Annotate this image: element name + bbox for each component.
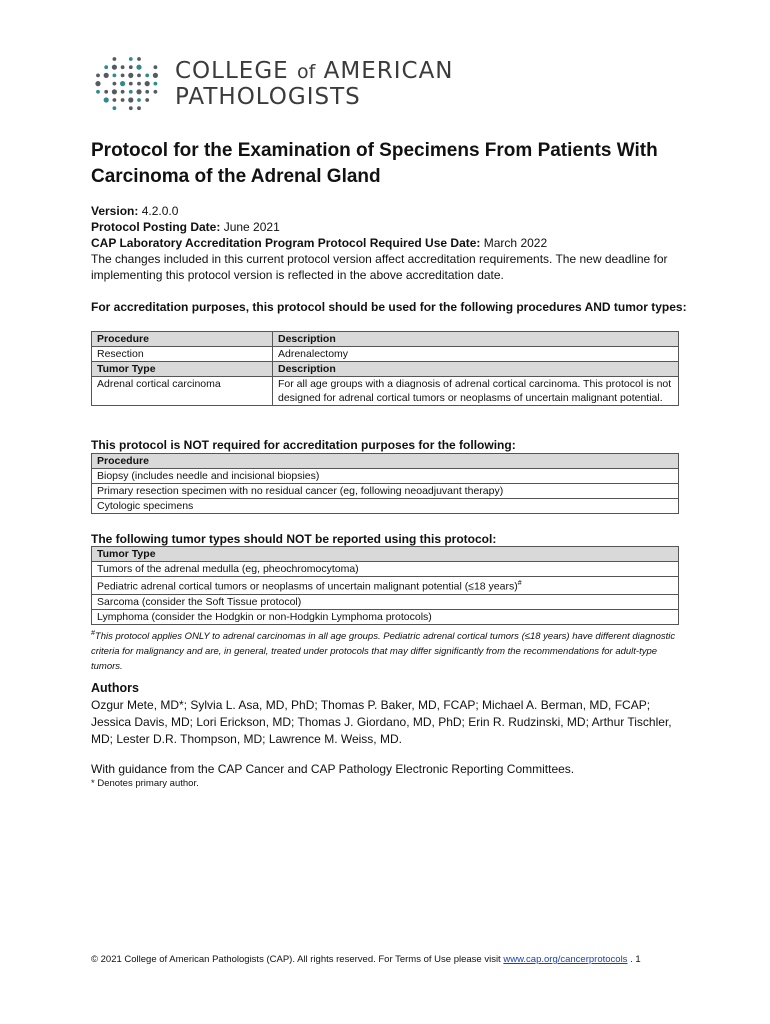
table-cell: Lymphoma (consider the Hodgkin or non-Hodgkin Lymphoma protocols) (92, 609, 679, 624)
logo-dot (113, 106, 117, 110)
logo-dot (137, 74, 141, 78)
procedure-header: Procedure (92, 332, 273, 347)
logo-pathologists: PATHOLOGISTS (175, 83, 361, 110)
logo-dot (145, 98, 149, 102)
not-reported-header: Tumor Type (92, 547, 679, 562)
logo-dot (96, 90, 100, 94)
logo-dot (112, 65, 117, 70)
logo-dot (145, 90, 149, 94)
tumor-description-cell: For all age groups with a diagnosis of adrenal cortical carcinoma. This protocol is not designed for adrenal cortical tumors or neoplasms of uncertain malignant potential. (273, 377, 679, 406)
logo-dot (113, 74, 117, 78)
footnote-marker: # (517, 580, 522, 587)
procedure-description-cell: Adrenalectomy (273, 347, 679, 362)
logo-dot (128, 73, 133, 78)
table-row (92, 594, 679, 609)
copyright-text: © 2021 College of American Pathologists (CAP). All rights reserved. For Terms of Use please visit (91, 954, 501, 965)
cancer-protocols-link[interactable]: www.cap.org/cancerprotocols (503, 954, 628, 965)
version-value: 4.2.0.0 (141, 204, 179, 218)
not-reported-table (91, 546, 679, 625)
logo-dot (154, 82, 158, 86)
logo-dot (96, 74, 100, 78)
guidance-note: With guidance from the CAP Cancer and CAP Pathology Electronic Reporting Committees. (91, 762, 575, 776)
cap-logo (93, 54, 454, 114)
logo-dot (95, 81, 100, 86)
required-date-label: CAP Laboratory Accreditation Program Protocol Required Use Date: (91, 236, 481, 250)
logo-dot (129, 106, 133, 110)
tumor-type-header: Tumor Type (92, 362, 273, 377)
pediatric-row-text: Pediatric adrenal cortical tumors or neoplasms of uncertain malignant potential (≤18 years) (97, 580, 518, 593)
procedure-cell: Resection (92, 347, 273, 362)
footnote (91, 626, 691, 674)
table-row (92, 499, 679, 514)
table-row (92, 362, 679, 377)
tumor-description-header: Description (273, 362, 679, 377)
changes-note: The changes included in this current protocol version affect accreditation requirements. The new deadline for implementing this protocol version is reflected in the above accreditation date. (91, 252, 668, 282)
table-cell: Primary resection specimen with no residual cancer (eg, following neoadjuvant therapy) (92, 484, 679, 499)
logo-dot (113, 98, 117, 102)
table-row (92, 347, 679, 362)
logo-dot (129, 65, 133, 69)
logo-wordmark (175, 59, 454, 110)
logo-dot (129, 82, 133, 86)
authors-heading: Authors (91, 681, 139, 695)
logo-dot (154, 65, 158, 69)
table-cell: Sarcoma (consider the Soft Tissue protocol) (92, 594, 679, 609)
logo-dot (121, 65, 125, 69)
accreditation-table (91, 331, 679, 406)
logo-of: of (297, 60, 316, 83)
table-row (92, 562, 679, 577)
logo-dot (121, 90, 125, 94)
logo-dot (145, 81, 150, 86)
not-required-heading: This protocol is NOT required for accreditation purposes for the following: (91, 438, 516, 452)
required-date-value: March 2022 (483, 236, 548, 250)
footnote-text: This protocol applies ONLY to adrenal carcinomas in all age groups. Pediatric adrenal cortical tumors (≤18 years) have different diagnostic criteria for malignancy and are, in general, treated under protocols that may differ significantly from the recommendations for adult-type tumors. (91, 631, 676, 673)
posting-date-value: June 2021 (223, 220, 280, 234)
version-label: Version: (91, 204, 139, 218)
logo-dot (121, 74, 125, 78)
primary-author-note: * Denotes primary author. (91, 778, 199, 789)
posting-date-label: Protocol Posting Date: (91, 220, 221, 234)
table-row (92, 547, 679, 562)
logo-dot (129, 57, 133, 61)
logo-dot (121, 98, 125, 102)
logo-dot (120, 81, 125, 86)
table-cell: Biopsy (includes needle and incisional biopsies) (92, 469, 679, 484)
not-required-header: Procedure (92, 454, 679, 469)
table-cell (92, 577, 679, 595)
procedure-description-header: Description (273, 332, 679, 347)
logo-dot (104, 65, 108, 69)
protocol-meta (91, 203, 691, 283)
footnote-marker: # (91, 630, 95, 637)
table-cell: Tumors of the adrenal medulla (eg, pheochromocytoma) (92, 562, 679, 577)
table-row (92, 609, 679, 624)
table-row (92, 454, 679, 469)
logo-dot (137, 82, 141, 86)
not-reported-heading: The following tumor types should NOT be reported using this protocol: (91, 532, 497, 546)
logo-dot (137, 57, 141, 61)
not-required-table (91, 453, 679, 514)
table-row (92, 377, 679, 406)
page-number: . 1 (630, 954, 641, 965)
table-cell: Cytologic specimens (92, 499, 679, 514)
logo-dot (137, 98, 141, 102)
logo-dot (137, 106, 141, 110)
tumor-type-cell: Adrenal cortical carcinoma (92, 377, 273, 406)
table-row (92, 484, 679, 499)
table-row (92, 469, 679, 484)
dot-grid-logo-icon (93, 54, 161, 114)
logo-dot (112, 89, 117, 94)
logo-dot (136, 89, 141, 94)
logo-dot (129, 90, 133, 94)
table-row (92, 577, 679, 595)
logo-dot (136, 65, 141, 70)
logo-dot (113, 82, 117, 86)
logo-dot (104, 90, 108, 94)
logo-dot (145, 74, 149, 78)
logo-dot (104, 97, 109, 102)
page-footer (91, 953, 691, 967)
logo-college: COLLEGE (175, 57, 289, 84)
logo-dot (128, 97, 133, 102)
logo-dot (153, 73, 158, 78)
logo-dot (104, 73, 109, 78)
logo-dot (154, 90, 158, 94)
logo-american: AMERICAN (323, 57, 454, 84)
authors-list: Ozgur Mete, MD*; Sylvia L. Asa, MD, PhD; Thomas P. Baker, MD, FCAP; Michael A. Berman, MD, FCAP; Jessica Davis, MD; Lori Erickson, MD; Thomas J. Giordano, MD, PhD; Erin R. Rudzinski, MD; Arthur Tischler, MD; Lester D.R. Thompson, MD; Lawrence M. Weiss, MD. (91, 698, 672, 746)
accreditation-heading: For accreditation purposes, this protocol should be used for the following procedures AND tumor types: (91, 300, 687, 314)
table-row (92, 332, 679, 347)
document-title: Protocol for the Examination of Specimens From Patients With Carcinoma of the Adrenal Gland (91, 140, 658, 187)
logo-dot (113, 57, 117, 61)
